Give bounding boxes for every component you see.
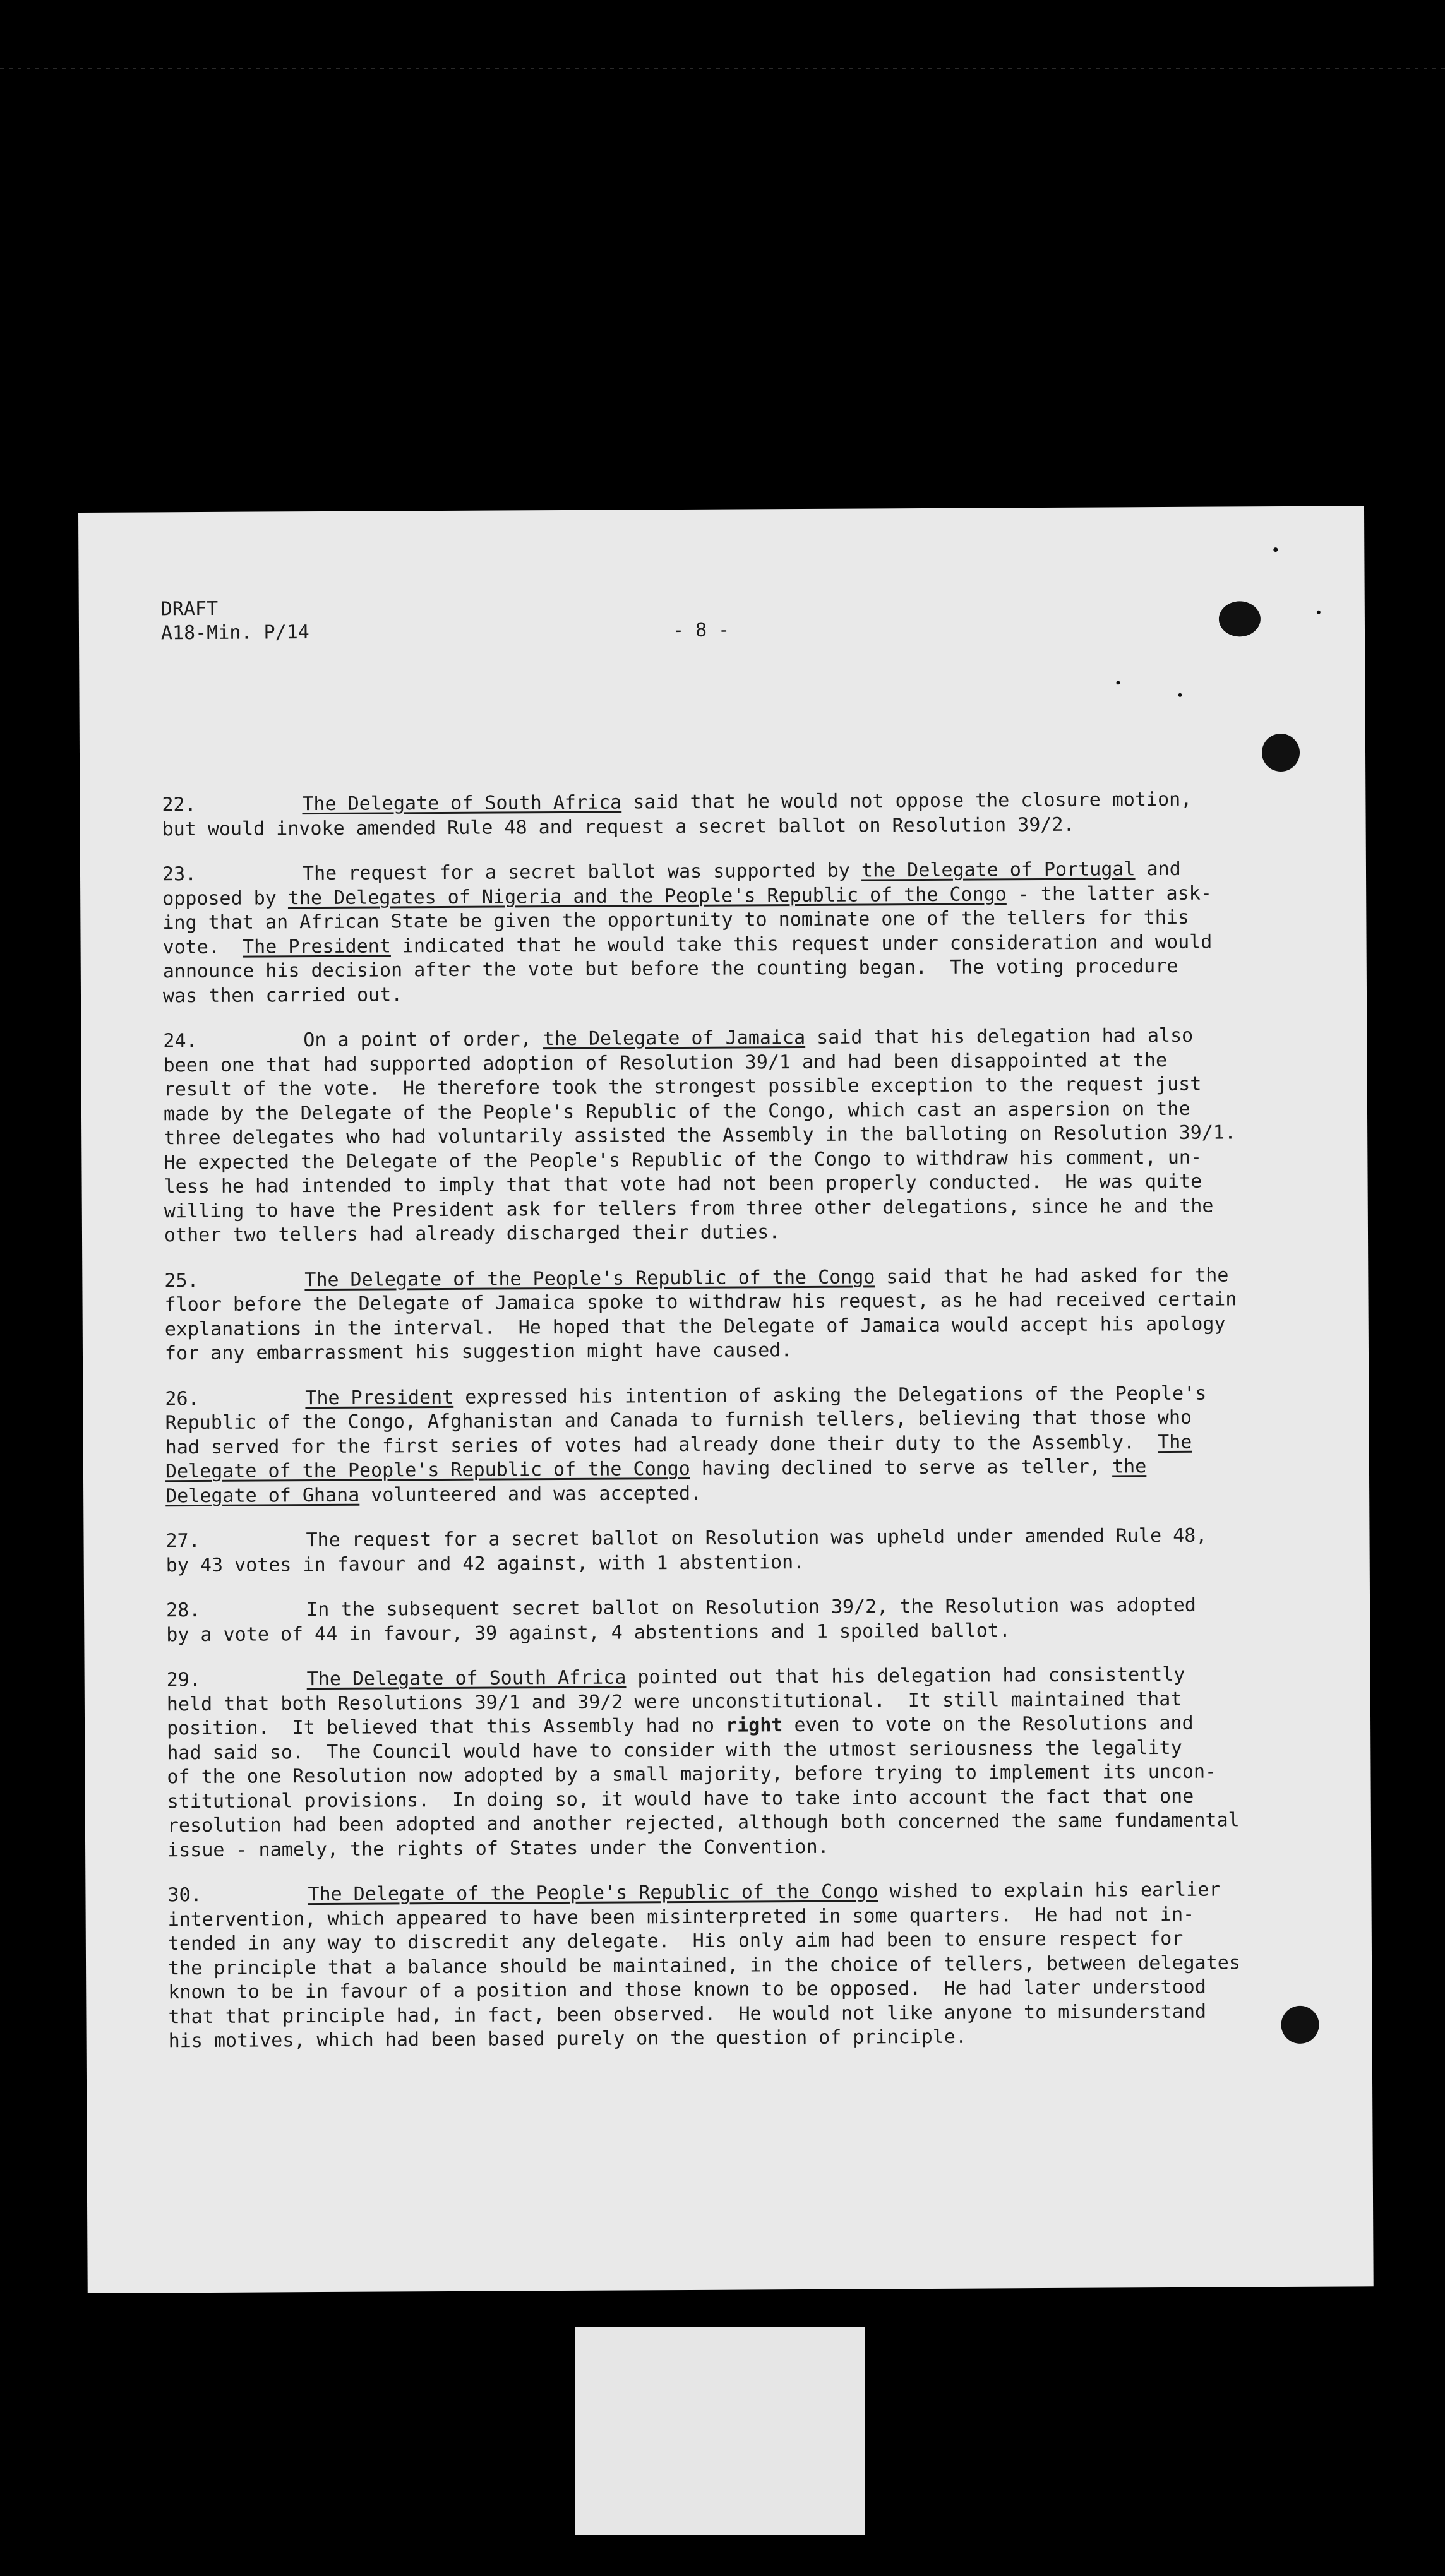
paragraph [164, 1263, 1308, 1366]
text-segment: had served for the first series of votes had already done their duty to the Assembly. [165, 1431, 1158, 1458]
text-segment: pointed out that his delegation had consistently [626, 1663, 1185, 1689]
text-segment: by a vote of 44 in favour, 39 against, 4 abstentions and 1 spoiled ballot. [166, 1619, 1010, 1646]
text-segment: had said so. The Council would have to consider with the utmost seriousness the legality [167, 1736, 1182, 1764]
text-segment: indicated that he would take this request under consideration and would [390, 931, 1213, 957]
paragraph-line [164, 1218, 1307, 1248]
paragraph [162, 857, 1306, 1008]
underlined-name: The Delegate of the People's Republic of the Congo [308, 1880, 878, 1906]
text-segment: opposed by [162, 886, 288, 910]
underlined-name: Delegate of the People's Republic of the Congo [165, 1457, 690, 1483]
document-page [78, 506, 1374, 2293]
text-segment: In the subsequent secret ballot on Resolution 39/2, the Resolution was adopted [306, 1594, 1196, 1621]
text-segment: stitutional provisions. In doing so, it would have to take into account the fact that one [167, 1785, 1194, 1813]
underlined-name: The President [305, 1386, 454, 1409]
text-segment: his motives, which had been based purely on the question of principle. [168, 2025, 968, 2053]
underlined-name: the Delegate of Portugal [861, 858, 1136, 882]
text-segment: but would invoke amended Rule 48 and request a secret ballot on Resolution 39/2. [162, 813, 1075, 840]
text-segment: even to vote on the Resolutions and [782, 1712, 1194, 1737]
text-segment: was then carried out. [162, 983, 403, 1007]
text-segment: issue - namely, the rights of States under the Convention. [167, 1835, 829, 1861]
document-body [162, 787, 1312, 2075]
text-segment: that that principle had, in fact, been observed. He would not like anyone to misunderstand [168, 2000, 1207, 2028]
paragraph-number: 28. [166, 1599, 201, 1622]
text-segment: made by the Delegate of the People's Republic of the Congo, which cast an aspersion on the [163, 1097, 1190, 1125]
text-segment: explanations in the interval. He hoped that the Delegate of Jamaica would accept his apology [164, 1313, 1226, 1340]
punch-hole [1281, 2006, 1319, 2044]
document-reference: A18-Min. P/14 [160, 621, 309, 645]
text-segment: He expected the Delegate of the People's Republic of the Congo to withdraw his comment, un- [164, 1146, 1202, 1174]
text-segment: The request for a secret ballot on Resolution was upheld under amended Rule 48, [306, 1524, 1208, 1552]
paragraph [163, 1023, 1307, 1248]
text-segment: - the latter ask- [1006, 882, 1212, 905]
header-left [161, 597, 309, 645]
underlined-name: the Delegate of Jamaica [543, 1026, 806, 1051]
paragraph-line [169, 2024, 1312, 2054]
underlined-name: The Delegate of the People's Republic of the Congo [304, 1265, 875, 1291]
text-segment: been one that had supported adoption of Resolution 39/1 and had been disappointed at the [163, 1049, 1168, 1076]
underlined-name: The President [242, 934, 391, 958]
paragraph [167, 1878, 1311, 2054]
underlined-name: the [1112, 1455, 1147, 1478]
text-segment: ing that an African State be given the opportunity to nominate one of the tellers for this [162, 906, 1190, 934]
text-segment: said that he had asked for the [875, 1263, 1229, 1288]
paragraph [162, 787, 1305, 842]
text-segment: The request for a secret ballot was supported by [302, 859, 862, 885]
speck [1317, 611, 1321, 614]
text-segment: and [1135, 857, 1181, 881]
text-segment: said that he would not oppose the closure motion, [621, 788, 1192, 814]
text-segment: having declined to serve as teller, [690, 1455, 1113, 1480]
scan-target-card [575, 2327, 865, 2535]
speck [1273, 547, 1278, 552]
text-segment: floor before the Delegate of Jamaica spoke to withdraw his request, as he had received certain [164, 1288, 1237, 1316]
bold-text: right [725, 1714, 783, 1737]
text-segment: other two tellers had already discharged their duties. [164, 1221, 781, 1247]
punch-hole [1262, 734, 1300, 772]
page-number: - 8 - [672, 619, 730, 642]
text-segment: willing to have the President ask for tellers from three other delegations, since he and the [164, 1195, 1214, 1222]
paragraph-line [165, 1336, 1308, 1366]
text-segment: known to be in favour of a position and those known to be opposed. He had later understood [168, 1976, 1206, 2004]
text-segment: result of the vote. He therefore took the strongest possible exception to the request just [163, 1073, 1202, 1101]
text-segment: announce his decision after the vote but before the counting began. The voting procedure [162, 955, 1178, 983]
paragraph [166, 1593, 1309, 1647]
text-segment: held that both Resolutions 39/1 and 39/2 were unconstitutional. It still maintained that [166, 1688, 1182, 1715]
underlined-name: Delegate of Ghana [165, 1484, 360, 1507]
text-segment: by 43 votes in favour and 42 against, with 1 abstention. [165, 1551, 805, 1577]
underlined-name: The Delegate of South Africa [306, 1666, 627, 1691]
paragraph-number: 24. [163, 1030, 198, 1052]
text-segment: wished to explain his earlier [878, 1878, 1221, 1903]
paragraph-number: 30. [167, 1884, 202, 1907]
underlined-name: The [1157, 1431, 1192, 1453]
speck [1178, 693, 1182, 697]
paragraph-number: 27. [165, 1530, 200, 1553]
text-segment: On a point of order, [303, 1028, 543, 1052]
text-segment: three delegates who had voluntarily assisted the Assembly in the balloting on Resolution 39/1. [164, 1121, 1237, 1150]
text-segment: resolution had been adopted and another rejected, although both concerned the same fundamental [167, 1809, 1240, 1837]
text-segment: vote. [162, 936, 243, 958]
paragraph-number: 23. [162, 863, 197, 886]
paragraph [165, 1524, 1309, 1578]
text-segment: said that his delegation had also [805, 1024, 1194, 1049]
paragraph [167, 1662, 1311, 1863]
speck [1116, 681, 1120, 684]
text-segment: less he had intended to imply that that vote had not been properly conducted. He was quite [164, 1170, 1202, 1198]
scan-edge-line [0, 68, 1445, 69]
text-segment: the principle that a balance should be maintained, in the choice of tellers, between delegates [167, 1951, 1240, 1979]
underlined-name: the Delegates of Nigeria and the People's Republic of the Congo [287, 883, 1007, 909]
paragraph-number: 26. [165, 1387, 200, 1410]
draft-label: DRAFT [160, 597, 219, 621]
page-header [160, 592, 1292, 645]
text-segment: expressed his intention of asking the Delegations of the People's [453, 1382, 1207, 1409]
underlined-name: The Delegate of South Africa [302, 791, 622, 816]
paragraph-number: 29. [166, 1669, 201, 1691]
text-segment: tended in any way to discredit any delegate. His only aim had been to ensure respect for [167, 1927, 1184, 1955]
punch-hole [1219, 601, 1261, 636]
text-segment: Republic of the Congo, Afghanistan and Canada to furnish tellers, believing that those who [165, 1406, 1192, 1434]
paragraph-number: 22. [162, 794, 196, 816]
text-segment: intervention, which appeared to have been misinterpreted in some quarters. He had not in- [167, 1903, 1195, 1931]
text-segment: volunteered and was accepted. [359, 1482, 702, 1506]
text-segment: position. It believed that this Assembly had no [166, 1714, 726, 1740]
text-segment: for any embarrassment his suggestion might have caused. [164, 1339, 793, 1365]
text-segment: of the one Resolution now adopted by a small majority, before trying to implement its uncon- [167, 1760, 1217, 1789]
paragraph [165, 1381, 1309, 1508]
paragraph-number: 25. [164, 1269, 199, 1292]
